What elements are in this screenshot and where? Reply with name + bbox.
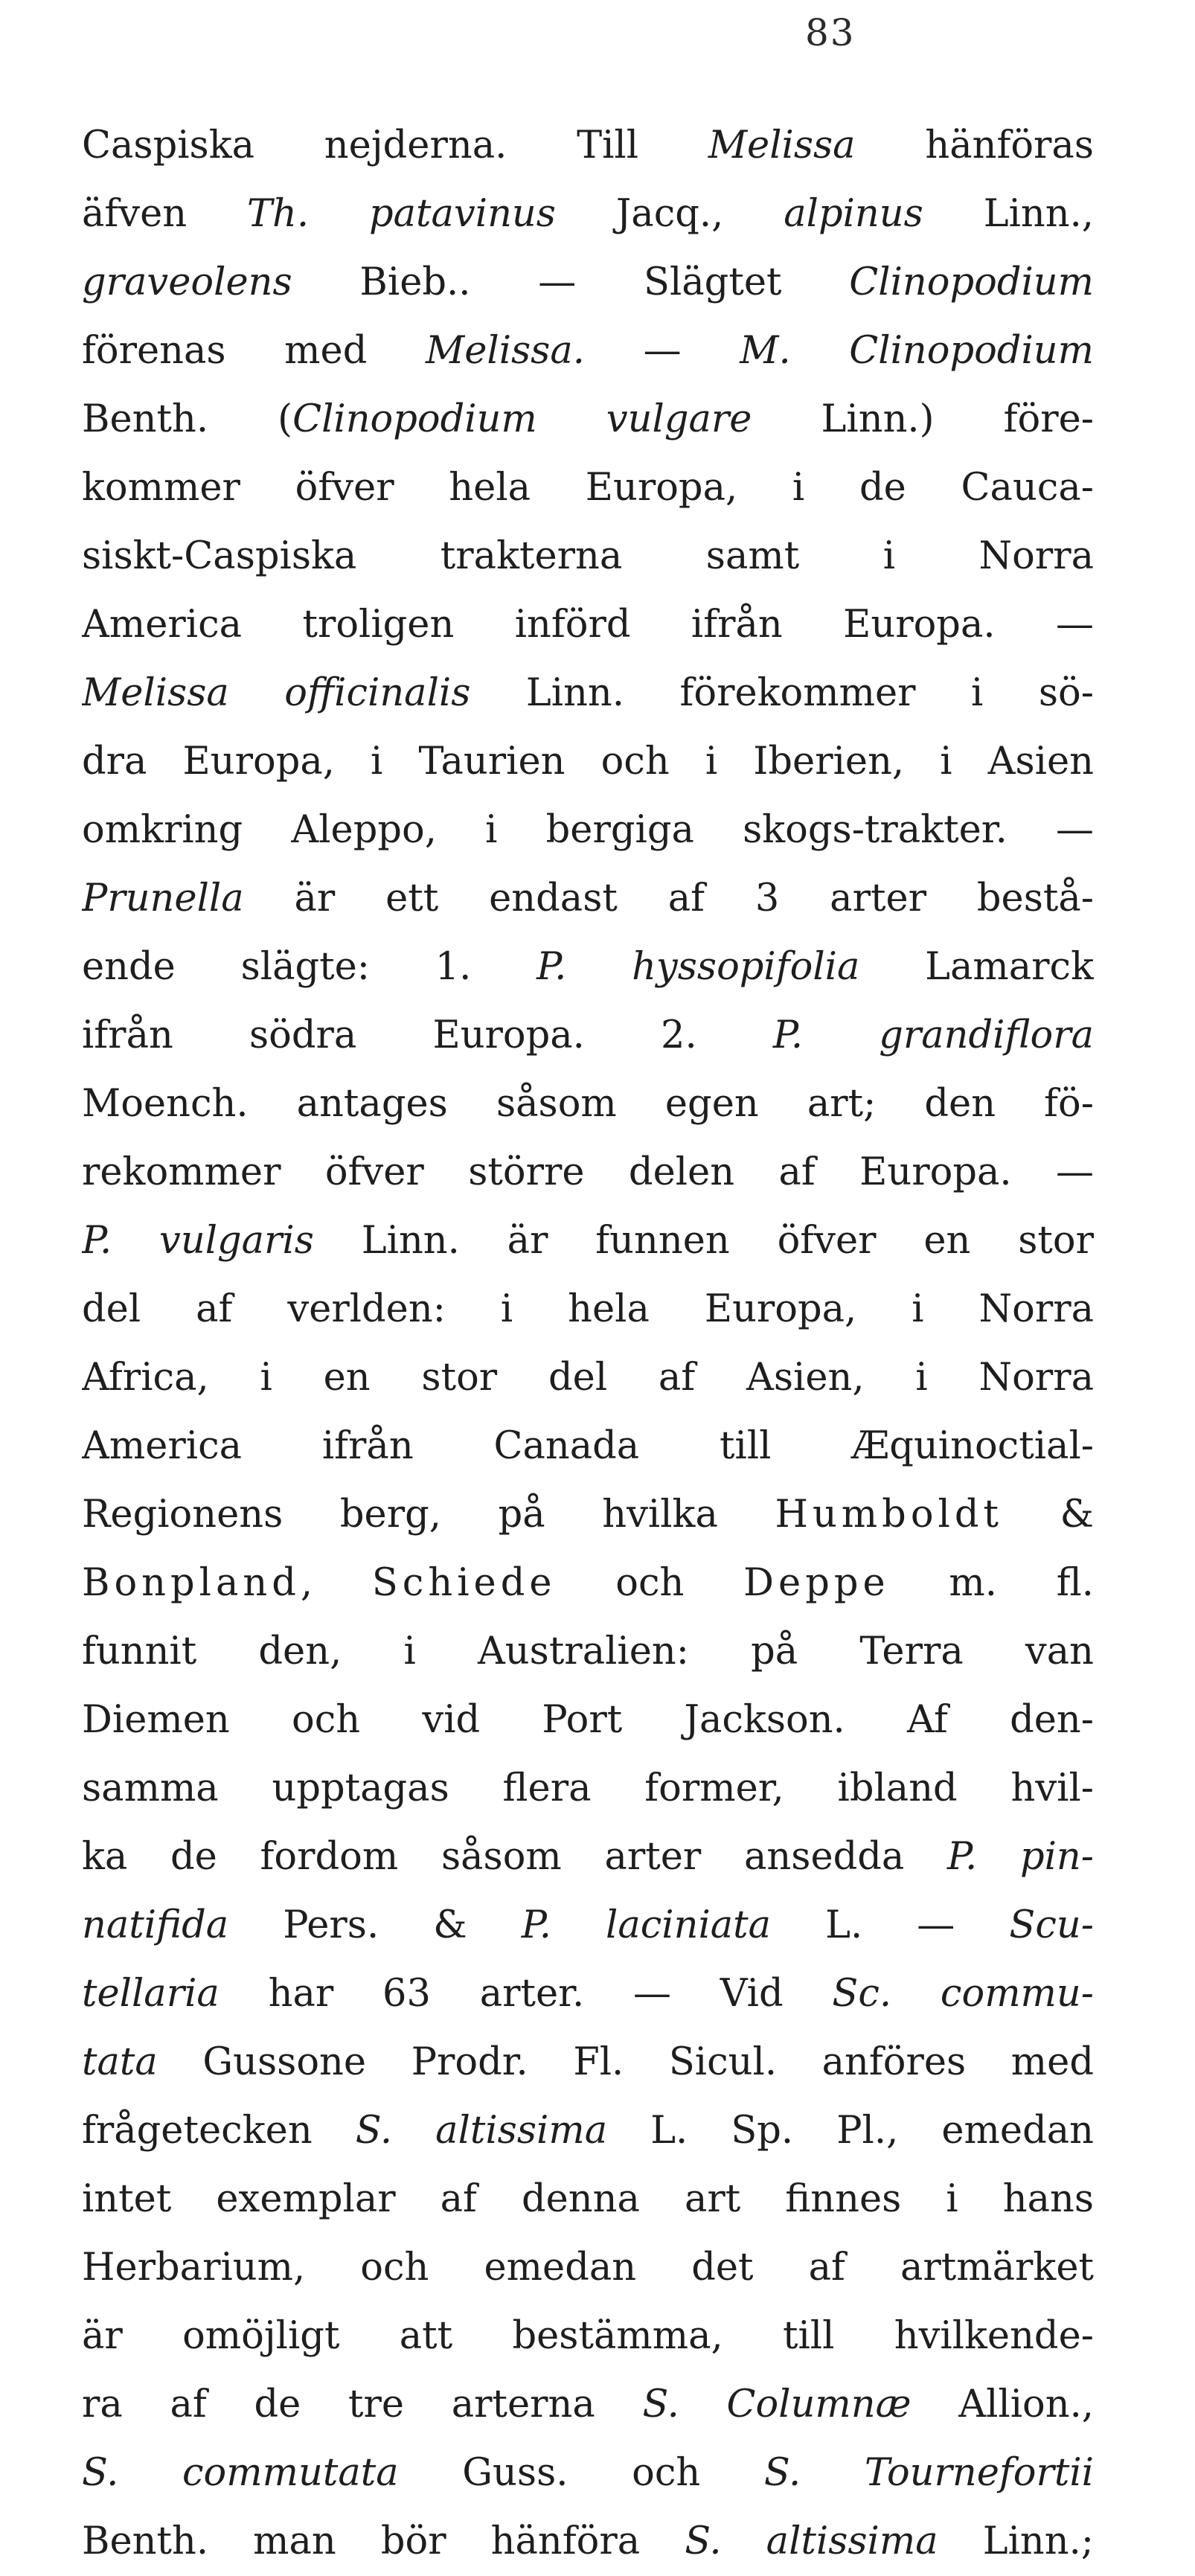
text-line [82,796,1094,865]
italic-text-segment: natifida [82,1903,229,1947]
text-segment: Caspiska nejderna. Till [82,124,708,167]
italic-text-segment: graveolens [82,260,292,304]
text-line [82,249,1094,317]
italic-text-segment: S. altissima [355,2109,608,2153]
text-segment: & [1002,1493,1094,1537]
text-segment: dra Europa, i Taurien och i Iberien, i Asien [82,740,1094,784]
text-line [82,1481,1094,1549]
text-line [82,659,1094,728]
italic-text-segment: Th. patavinus [247,192,556,236]
text-segment: Allion., [911,2383,1094,2426]
italic-text-segment: Clinopodium [849,260,1094,304]
italic-text-segment: P. vulgaris [82,1219,314,1263]
italic-text-segment: tellaria [82,1972,220,2016]
text-line [82,1618,1094,1686]
text-line [82,2371,1094,2439]
text-line [82,2508,1094,2576]
text-segment: L. — [771,1903,1010,1947]
italic-text-segment: S. commutata [82,2451,399,2495]
text-segment: är ett endast af 3 arter bestå- [243,877,1094,920]
italic-text-segment: S. altissima [685,2519,938,2563]
page-number: 83 [805,11,856,54]
text-segment: Diemen och vid Port Jackson. Af den- [82,1698,1094,1742]
text-segment: Benth. ( [82,397,293,441]
italic-text-segment: Melissa [708,124,856,167]
text-segment: ra af de tre arterna [82,2383,643,2426]
text-line [82,1755,1094,1823]
text-segment: Lamarck [859,945,1094,989]
text-segment: L. Sp. Pl., emedan [607,2109,1094,2153]
text-line [82,865,1094,933]
text-segment: Herbarium, och emedan det af artmärket [82,2246,1094,2290]
italic-text-segment: S. Tournefortii [763,2451,1094,2495]
text-line [82,933,1094,1002]
text-line [82,112,1094,180]
italic-text-segment: Prunella [82,877,244,920]
text-line [82,180,1094,249]
text-segment: frågetecken [82,2109,356,2153]
text-segment: ifrån södra Europa. 2. [82,1013,773,1057]
text-line [82,2234,1094,2302]
spaced-name-segment: Deppe [743,1561,890,1605]
text-segment: Bieb.. — Slägtet [292,260,850,304]
text-segment: förenas med [82,329,426,373]
text-segment: del af verlden: i hela Europa, i Norra [82,1287,1094,1331]
text-line [82,1549,1094,1618]
italic-text-segment: alpinus [784,192,923,236]
text-segment: — [584,329,740,373]
text-line [82,317,1094,385]
text-line [82,1686,1094,1755]
text-segment: Benth. man bör hänföra [82,2519,685,2563]
text-line [82,591,1094,659]
text-line [82,2165,1094,2234]
text-segment: Africa, i en stor del af Asien, i Norra [82,1356,1094,1400]
text-line [82,2439,1094,2508]
text-line [82,2028,1094,2097]
text-segment: Linn.; [938,2519,1094,2563]
text-segment: Linn. är funnen öfver en stor [313,1219,1094,1263]
text-segment: America ifrån Canada till Æquinoctial- [82,1424,1094,1468]
text-segment: Moench. antages såsom egen art; den fö- [82,1082,1094,1126]
text-segment: siskt-Caspiska trakterna samt i Norra [82,534,1094,578]
text-segment: Linn. förekommer i sö- [470,671,1094,715]
italic-text-segment: Scu- [1009,1903,1094,1947]
text-segment: kommer öfver hela Europa, i de Cauca- [82,466,1094,510]
text-line [82,1960,1094,2028]
text-segment: intet exemplar af denna art finnes i hans [82,2177,1094,2221]
text-segment: , [300,1561,372,1605]
text-segment: Guss. och [398,2451,764,2495]
text-line [82,1823,1094,1891]
text-line [82,1207,1094,1275]
text-segment: och [556,1561,744,1605]
text-segment: ende slägte: 1. [82,945,537,989]
italic-text-segment: S. Columnæ [642,2383,912,2426]
italic-text-segment: P. pin- [947,1835,1094,1879]
text-segment: Pers. & [228,1903,522,1947]
italic-text-segment: tata [82,2040,158,2084]
text-segment: America troligen införd ifrån Europa. — [82,603,1094,647]
text-line [82,2097,1094,2165]
text-segment: äfven [82,192,248,236]
text-line [82,1412,1094,1481]
spaced-name-segment: Humboldt [775,1493,1003,1537]
text-line [82,1344,1094,1412]
text-line [82,454,1094,522]
italic-text-segment: P. hyssopifolia [536,945,860,989]
italic-text-segment: P. grandiflora [772,1013,1094,1057]
text-line [82,1070,1094,1138]
text-segment: Linn., [923,192,1094,236]
text-segment: Jacq., [555,192,784,236]
italic-text-segment: P. laciniata [521,1903,772,1947]
text-segment: m. fl. [889,1561,1094,1605]
text-line [82,385,1094,454]
text-line [82,2302,1094,2371]
text-line [82,522,1094,591]
italic-text-segment: Melissa officinalis [82,671,471,715]
text-line [82,1891,1094,1960]
text-segment: Regionens berg, på hvilka [82,1493,775,1537]
text-segment: funnit den, i Australien: på Terra van [82,1630,1094,1673]
text-line [82,1275,1094,1344]
text-segment: Linn.) före- [752,397,1094,441]
body-text [82,112,1094,2576]
text-segment: är omöjligt att bestämma, till hvilkende- [82,2314,1094,2358]
spaced-name-segment: Schiede [371,1561,557,1605]
text-segment: hänföras [855,124,1094,167]
text-line [82,1138,1094,1207]
italic-text-segment: Sc. commu- [832,1972,1094,2016]
text-line [82,728,1094,796]
text-segment: ka de fordom såsom arter ansedda [82,1835,948,1879]
italic-text-segment: M. Clinopodium [740,329,1094,373]
text-segment: har 63 arter. — Vid [219,1972,833,2016]
text-line [82,1002,1094,1070]
text-segment: samma upptagas flera former, ibland hvil- [82,1766,1094,1810]
text-segment: omkring Aleppo, i bergiga skogs-trakter. — [82,808,1094,852]
text-segment: rekommer öfver större delen af Europa. — [82,1150,1094,1194]
text-segment: Gussone Prodr. Fl. Sicul. anföres med [157,2040,1094,2084]
spaced-name-segment: Bonpland [82,1561,301,1605]
italic-text-segment: Melissa. [425,329,585,373]
italic-text-segment: Clinopodium vulgare [292,397,752,441]
